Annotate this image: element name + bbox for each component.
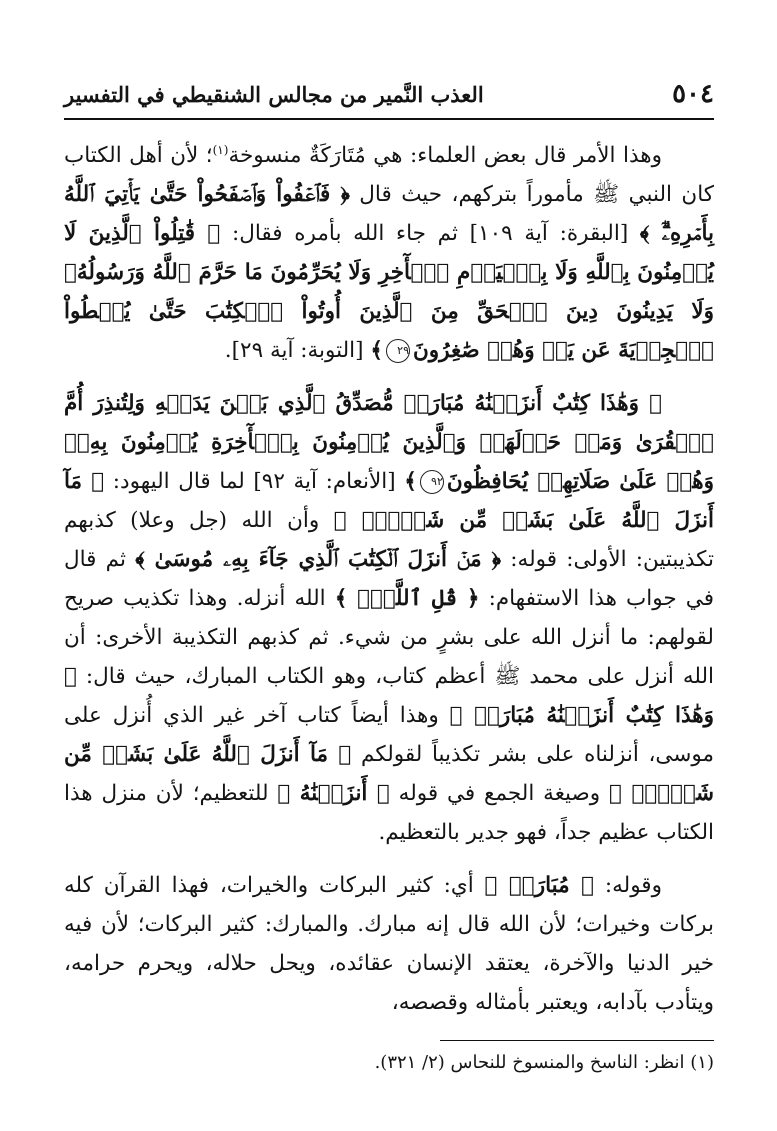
paragraph-3 bbox=[64, 866, 714, 1022]
footnote-ref: (١) bbox=[212, 143, 229, 157]
quran-verse: ﴿ مَآ أَنزَلَ ٱللَّهُ عَلَىٰ بَشَرٖ مِّن شَيۡءٖۗ ﴾ bbox=[64, 742, 714, 807]
paragraph-1 bbox=[64, 131, 714, 370]
header-rule bbox=[64, 118, 714, 120]
verse-end-marker: ٩٢ bbox=[420, 470, 444, 494]
verse-end-marker: ٢٩ bbox=[386, 339, 410, 363]
footnote bbox=[64, 1050, 714, 1076]
quran-verse: ﴿ فَٱعۡفُواْ وَٱصۡفَحُواْ حَتَّىٰ يَأۡتِيَ ٱللَّهُ بِأَمۡرِهِۦٓۗ ﴾ bbox=[64, 182, 714, 247]
running-title: العذب النَّمير من مجالس الشنقيطي في التفسير bbox=[64, 81, 484, 107]
body-text bbox=[64, 131, 714, 1022]
body-text-run: للتعظيم؛ لأن منزل هذا الكتاب عظيم جداً، فهو جدير بالتعظيم. bbox=[64, 781, 714, 846]
footnote-rule bbox=[440, 1040, 714, 1041]
body-text-run: وهذا الأمر قال بعض العلماء: هي مُتَارَكَةٌ منسوخة bbox=[228, 143, 662, 169]
quran-verse: ﴿ قَٰتِلُواْ ٱلَّذِينَ لَا يُؤۡمِنُونَ بِٱللَّهِ وَلَا بِٱلۡيَوۡمِ ٱلۡأٓخِرِ وَلَا يُحَرِّمُونَ مَا حَرَّمَ ٱللَّهُ وَرَسُولُهُۥ وَلَا يَدِينُونَ دِينَ ٱلۡحَقِّ مِنَ ٱلَّذِينَ أُوتُواْ ٱلۡكِتَٰبَ حَتَّىٰ يُعۡطُواْ ٱلۡجِزۡيَةَ عَن يَدٖ وَهُمۡ صَٰغِرُونَ bbox=[64, 221, 714, 364]
body-text-run: وصيغة الجمع في قوله bbox=[389, 781, 610, 807]
footnote-number: (١) bbox=[690, 1052, 714, 1073]
quran-verse: ﴿ مَآ أَنزَلَ ٱللَّهُ عَلَىٰ بَشَرٖ مِّن شَيۡءٖۗ ﴾ bbox=[64, 469, 714, 534]
body-text-run: الله أنزله. وهذا تكذيب صريح لقولهم: ما أنزل الله على بشرٍ من شيء. ثم كذبهم التكذيبة الأخرى: أن الله أنزل على محمد ﷺ أعظم كتاب، وهو الكتاب المبارك، حيث قال: bbox=[64, 586, 714, 690]
footnote-text: انظر: الناسخ والمنسوخ للنحاس (٢/ ٣٢١). bbox=[374, 1052, 685, 1073]
quran-verse: ﴿ قُلِ ٱللَّهُۖ ﴾ bbox=[334, 586, 480, 612]
quran-verse: ﴾ bbox=[404, 469, 417, 495]
paragraph-2 bbox=[64, 384, 714, 852]
quran-verse: ﴿ مُبَارَكٞ ﴾ bbox=[484, 873, 595, 899]
body-text-run: وقوله: bbox=[594, 873, 662, 899]
body-text-run: [الأنعام: آية ٩٢] لما قال اليهود: bbox=[104, 469, 405, 495]
body-text-run: وهذا أيضاً كتاب آخر غير الذي أُنزل على موسى، أنزلناه على بشر تكذيباً لقولكم bbox=[64, 703, 714, 768]
quran-verse: ﴿ وَهَٰذَا كِتَٰبٌ أَنزَلۡنَٰهُ مُبَارَكٞ مُّصَدِّقُ ٱلَّذِي بَيۡنَ يَدَيۡهِ وَلِتُنذِرَ أُمَّ ٱلۡقُرَىٰ وَمَنۡ حَوۡلَهَاۚ وَٱلَّذِينَ يُؤۡمِنُونَ بِٱلۡأٓخِرَةِ يُؤۡمِنُونَ بِهِۦۖ وَهُمۡ عَلَىٰ صَلَاتِهِمۡ يُحَافِظُونَ bbox=[64, 391, 714, 495]
body-text-run: أي: كثير البركات والخيرات، فهذا القرآن كله بركات وخيرات؛ لأن الله قال إنه مبارك. والمبارك: كثير البركات؛ لأن فيه خير الدنيا والآخرة، يعتقد الإنسان عقائده، ويحل حلاله، ويحرم حرامه، ويتأدب بآدابه، ويعتبر بأمثاله وقصصه، bbox=[64, 873, 714, 1016]
body-text-run: [البقرة: آية ١٠٩] ثم جاء الله بأمره فقال: bbox=[220, 221, 640, 247]
quran-verse: ﴿ أَنزَلۡنَٰهُ ﴾ bbox=[277, 781, 390, 807]
body-text-run: ؛ لأن أهل الكتاب كان النبي ﷺ مأموراً بتركهم، حيث قال bbox=[64, 143, 714, 208]
body-text-run: [التوبة: آية ٢٩]. bbox=[224, 338, 371, 364]
quran-verse: ﴿ وَهَٰذَا كِتَٰبٌ أَنزَلۡنَٰهُ مُبَارَكٞ ﴾ bbox=[64, 664, 714, 729]
page-header bbox=[64, 74, 714, 114]
body-text-run: وأن الله (جل وعلا) كذبهم تكذيبتين: الأولى: قوله: bbox=[64, 508, 715, 573]
body-text-run: ثم قال في جواب هذا الاستفهام: bbox=[64, 547, 714, 612]
quran-verse: ﴿ مَنۡ أَنزَلَ ٱلۡكِتَٰبَ ٱلَّذِي جَآءَ بِهِۦ مُوسَىٰ ﴾ bbox=[135, 547, 502, 573]
quran-verse: ﴾ bbox=[370, 338, 383, 364]
page-number: ٥٠٤ bbox=[672, 79, 714, 109]
